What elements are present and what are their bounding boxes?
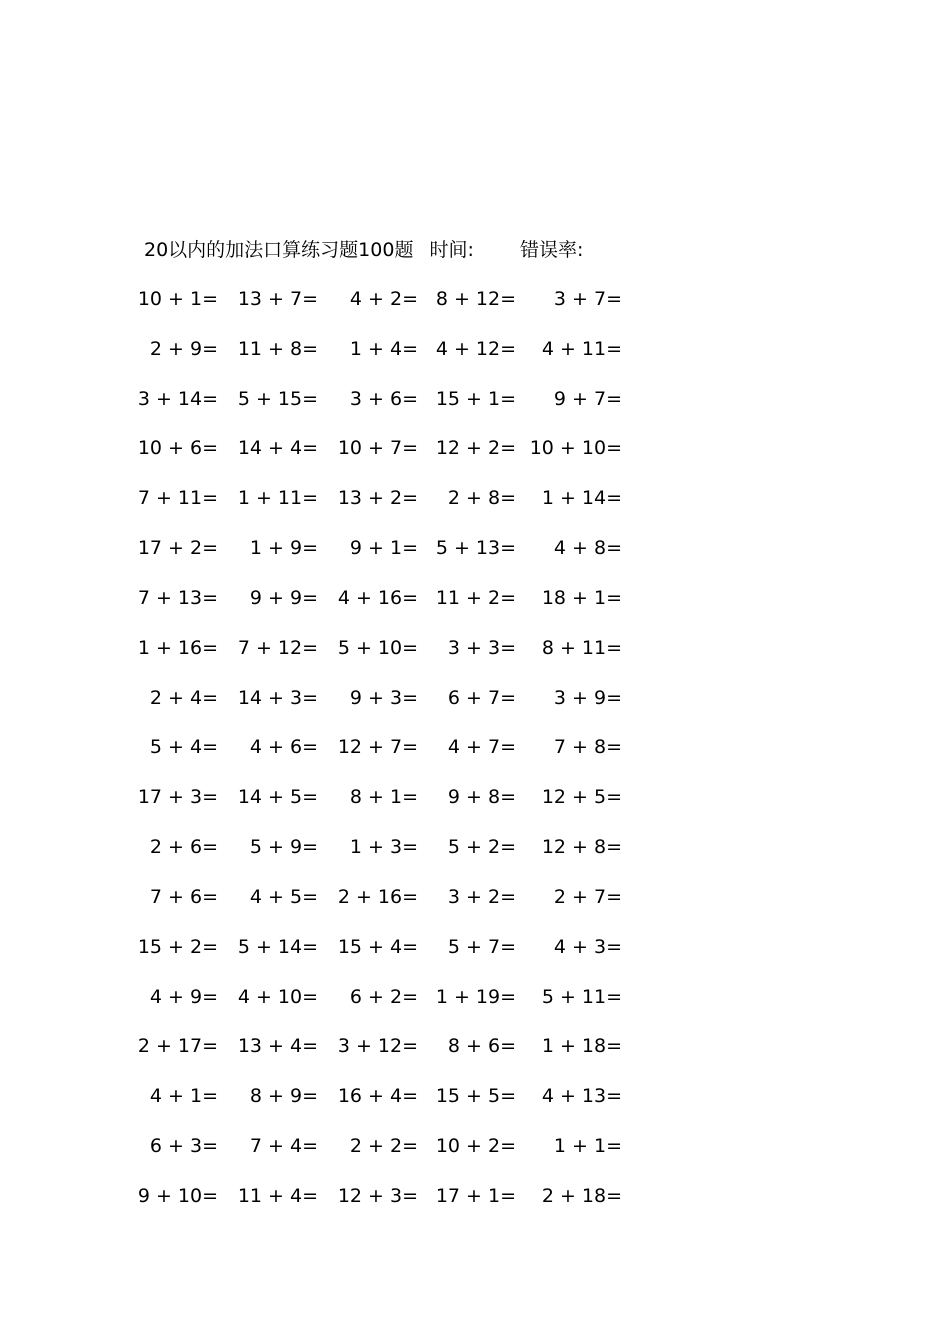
problem-cell: 4 + 12= xyxy=(435,337,516,360)
problem-cell: 12 + 2= xyxy=(435,437,516,460)
problem-cell: 17 + 1= xyxy=(435,1184,516,1207)
problem-cell: 13 + 7= xyxy=(237,288,318,310)
problem-cell: 1 + 1= xyxy=(553,1135,622,1158)
problem-cell: 18 + 1= xyxy=(541,586,622,609)
problem-cell: 2 + 16= xyxy=(337,885,418,908)
problem-cell: 9 + 8= xyxy=(447,786,516,809)
problem-cell: 4 + 11= xyxy=(541,337,622,360)
problem-cell: 5 + 15= xyxy=(237,387,318,410)
problem-cell: 5 + 4= xyxy=(149,736,218,759)
problem-cell: 2 + 7= xyxy=(553,885,622,908)
problem-row xyxy=(0,932,950,982)
problem-cell: 13 + 2= xyxy=(337,487,418,510)
problem-cell: 1 + 11= xyxy=(237,487,318,510)
problem-cell: 15 + 4= xyxy=(337,935,418,958)
problem-row xyxy=(0,384,950,434)
problem-row xyxy=(0,583,950,633)
problem-cell: 11 + 2= xyxy=(435,586,516,609)
problem-cell: 9 + 7= xyxy=(553,387,622,410)
problem-cell: 7 + 11= xyxy=(137,487,218,510)
problem-cell: 13 + 4= xyxy=(237,1035,318,1058)
problem-cell: 4 + 2= xyxy=(349,288,418,310)
problem-row xyxy=(0,533,950,583)
problem-row xyxy=(0,832,950,882)
problem-cell: 4 + 16= xyxy=(337,586,418,609)
problem-cell: 16 + 4= xyxy=(337,1085,418,1108)
problem-row xyxy=(0,1031,950,1081)
problem-row xyxy=(0,882,950,932)
problem-row xyxy=(0,483,950,533)
problem-cell: 2 + 6= xyxy=(149,836,218,859)
problem-cell: 4 + 10= xyxy=(237,985,318,1008)
problem-cell: 14 + 4= xyxy=(237,437,318,460)
problem-cell: 2 + 4= xyxy=(149,686,218,709)
problem-cell: 17 + 3= xyxy=(137,786,218,809)
problem-row xyxy=(0,982,950,1032)
problem-row xyxy=(0,334,950,384)
problem-cell: 6 + 3= xyxy=(149,1135,218,1158)
problem-cell: 12 + 7= xyxy=(337,736,418,759)
problem-cell: 8 + 1= xyxy=(349,786,418,809)
problem-cell: 5 + 13= xyxy=(435,537,516,560)
problem-cell: 4 + 9= xyxy=(149,985,218,1008)
problem-cell: 2 + 2= xyxy=(349,1135,418,1158)
problem-cell: 5 + 10= xyxy=(337,636,418,659)
problem-cell: 10 + 1= xyxy=(137,288,218,310)
problem-cell: 4 + 5= xyxy=(249,885,318,908)
problem-cell: 2 + 9= xyxy=(149,337,218,360)
problem-cell: 15 + 2= xyxy=(137,935,218,958)
problem-cell: 3 + 14= xyxy=(137,387,218,410)
problem-cell: 15 + 1= xyxy=(435,387,516,410)
worksheet-title: 20以内的加法口算练习题100题 xyxy=(144,239,414,261)
problem-row xyxy=(0,1181,950,1231)
problem-cell: 14 + 3= xyxy=(237,686,318,709)
problem-cell: 7 + 8= xyxy=(553,736,622,759)
problem-cell: 8 + 9= xyxy=(249,1085,318,1108)
problem-cell: 4 + 13= xyxy=(541,1085,622,1108)
problem-cell: 11 + 4= xyxy=(237,1184,318,1207)
problem-cell: 14 + 5= xyxy=(237,786,318,809)
problem-cell: 1 + 3= xyxy=(349,836,418,859)
problem-cell: 2 + 17= xyxy=(137,1035,218,1058)
problem-cell: 5 + 14= xyxy=(237,935,318,958)
problem-cell: 3 + 2= xyxy=(447,885,516,908)
problem-cell: 10 + 2= xyxy=(435,1135,516,1158)
problem-cell: 12 + 5= xyxy=(541,786,622,809)
problem-cell: 9 + 1= xyxy=(349,537,418,560)
problem-cell: 1 + 4= xyxy=(349,337,418,360)
problem-row xyxy=(0,782,950,832)
problem-cell: 9 + 9= xyxy=(249,586,318,609)
problem-row xyxy=(0,284,950,334)
problem-cell: 1 + 9= xyxy=(249,537,318,560)
problem-cell: 6 + 2= xyxy=(349,985,418,1008)
problem-grid xyxy=(0,284,950,1231)
problem-cell: 10 + 6= xyxy=(137,437,218,460)
problem-cell: 5 + 11= xyxy=(541,985,622,1008)
problem-cell: 3 + 6= xyxy=(349,387,418,410)
problem-cell: 1 + 19= xyxy=(435,985,516,1008)
problem-cell: 2 + 18= xyxy=(541,1184,622,1207)
problem-cell: 9 + 3= xyxy=(349,686,418,709)
problem-cell: 2 + 8= xyxy=(447,487,516,510)
problem-cell: 4 + 8= xyxy=(553,537,622,560)
problem-cell: 8 + 12= xyxy=(435,288,516,310)
problem-cell: 8 + 6= xyxy=(447,1035,516,1058)
problem-cell: 3 + 12= xyxy=(337,1035,418,1058)
time-label: 时间: xyxy=(429,239,474,261)
problem-cell: 1 + 14= xyxy=(541,487,622,510)
problem-cell: 8 + 11= xyxy=(541,636,622,659)
problem-cell: 3 + 9= xyxy=(553,686,622,709)
problem-cell: 4 + 1= xyxy=(149,1085,218,1108)
problem-cell: 1 + 16= xyxy=(137,636,218,659)
problem-row xyxy=(0,1081,950,1131)
problem-cell: 12 + 3= xyxy=(337,1184,418,1207)
problem-cell: 15 + 5= xyxy=(435,1085,516,1108)
problem-cell: 11 + 8= xyxy=(237,337,318,360)
problem-cell: 4 + 6= xyxy=(249,736,318,759)
error-rate-label: 错误率: xyxy=(519,239,584,261)
worksheet-header xyxy=(144,236,583,264)
problem-cell: 1 + 18= xyxy=(541,1035,622,1058)
problem-cell: 10 + 10= xyxy=(529,437,622,460)
problem-cell: 12 + 8= xyxy=(541,836,622,859)
problem-cell: 7 + 6= xyxy=(149,885,218,908)
problem-cell: 3 + 3= xyxy=(447,636,516,659)
problem-cell: 5 + 2= xyxy=(447,836,516,859)
problem-cell: 7 + 12= xyxy=(237,636,318,659)
problem-cell: 7 + 13= xyxy=(137,586,218,609)
problem-row xyxy=(0,683,950,733)
problem-row xyxy=(0,433,950,483)
problem-cell: 17 + 2= xyxy=(137,537,218,560)
problem-cell: 6 + 7= xyxy=(447,686,516,709)
problem-row xyxy=(0,732,950,782)
problem-row xyxy=(0,633,950,683)
problem-cell: 9 + 10= xyxy=(137,1184,218,1207)
problem-cell: 4 + 7= xyxy=(447,736,516,759)
problem-cell: 5 + 9= xyxy=(249,836,318,859)
problem-cell: 10 + 7= xyxy=(337,437,418,460)
problem-cell: 3 + 7= xyxy=(553,288,622,310)
problem-cell: 5 + 7= xyxy=(447,935,516,958)
problem-cell: 7 + 4= xyxy=(249,1135,318,1158)
problem-cell: 4 + 3= xyxy=(553,935,622,958)
problem-row xyxy=(0,1131,950,1181)
